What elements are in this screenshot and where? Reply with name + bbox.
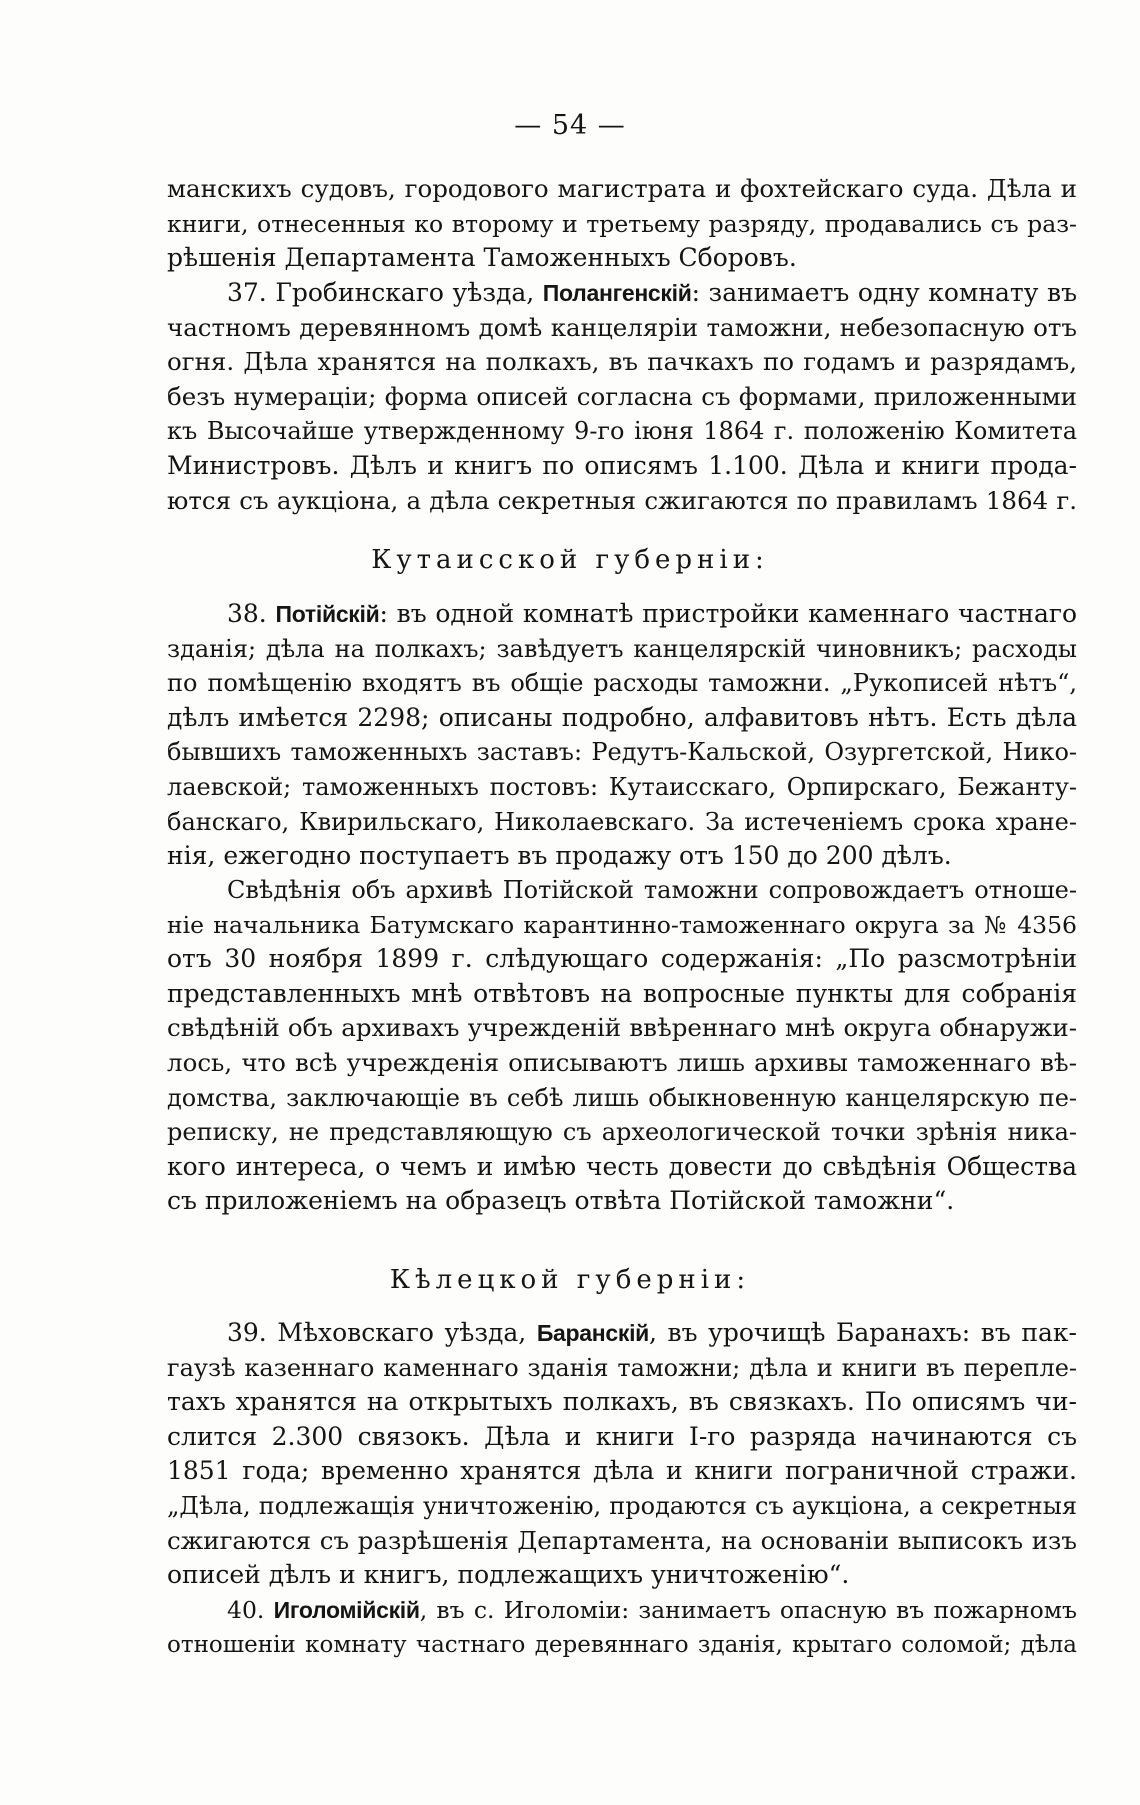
text-line: гаузѣ казеннаго каменнаго зданія таможни; дѣла и книги въ перепле- — [167, 1353, 1077, 1382]
item-number: 38. — [227, 599, 267, 628]
customs-house-name: Потійскій — [275, 601, 380, 627]
text-line — [167, 1593, 1077, 1628]
text-line: банскаго, Квирильскаго, Николаевскаго. За истеченіемъ срока хране- — [167, 807, 1077, 836]
text-line: лаевской; таможенныхъ постовъ: Кутаисскаго, Орпирскаго, Бежанту- — [167, 772, 1077, 801]
text-line: отношеніи комнату частнаго деревяннаго зданія, крытаго соломой; дѣла — [167, 1631, 1077, 1658]
text-line: „Дѣла, подлежащія уничтоженію, продаются съ аукціона, а секретныя — [167, 1491, 1077, 1520]
paragraph-item-40 — [167, 1593, 1077, 1662]
section-heading: Кѣлецкой губерніи: — [389, 1265, 751, 1295]
text-line: лось, что всѣ учрежденія описываютъ лишь архивы таможеннаго вѣ- — [167, 1047, 1077, 1077]
text-line: рѣшенія Департамента Таможенныхъ Сборовъ. — [167, 243, 797, 273]
text-line: частномъ деревянномъ домѣ канцеляріи таможни, небезопасную отъ — [167, 312, 1077, 342]
text-line: дѣлъ имѣется 2298; описаны подробно, алфавитовъ нѣтъ. Есть дѣла — [167, 702, 1077, 732]
paragraph-item-37 — [167, 276, 1077, 518]
item-number: 40. — [227, 1596, 265, 1624]
text-line: безъ нумераціи; форма описей согласна съ формами, приложенными — [167, 381, 1077, 411]
text-line: съ приложеніемъ на образецъ отвѣта Потійской таможни“. — [167, 1186, 955, 1216]
text-line: 1851 года; временно хранятся дѣла и книги пограничной стражи. — [167, 1456, 1077, 1486]
text-line: отъ 30 ноября 1899 г. слѣдующаго содержанія: „По разсмотрѣніи — [167, 944, 1077, 974]
customs-house-name: Баранскій — [536, 1320, 650, 1346]
text-line: реписку, не представляющую съ археологической точки зрѣнія никa- — [167, 1118, 1077, 1147]
text-line: описей дѣлъ и книгъ, подлежащихъ уничтоженію“. — [167, 1560, 850, 1590]
section-heading: Кутаисской губерніи: — [371, 545, 769, 575]
text-line: книги, отнесенныя ко второму и третьему разряду, продавались съ раз- — [167, 209, 1077, 238]
text-line — [167, 276, 1077, 311]
text-line: бывшихъ таможенныхъ заставъ: Редутъ-Кальской, Озургетской, Нико- — [167, 738, 1077, 767]
text-line: свѣдѣній объ архивахъ учрежденій ввѣреннаго мнѣ округа обнаружи- — [167, 1013, 1077, 1043]
paragraph-item-38 — [167, 597, 1077, 874]
text-line: по помѣщенію входятъ въ общіе расходы таможни. „Рукописей нѣтъ“, — [167, 669, 1077, 698]
text-line: къ Высочайше утвержденному 9-го іюня 1864 г. положенію Комитета — [167, 417, 1077, 446]
customs-house-name: Иголомійскій — [273, 1597, 420, 1623]
text-fragment: : занимаетъ одну комнату въ — [691, 278, 1077, 307]
text-fragment: : въ одной комнатѣ пристройки каменнаго частнаго — [379, 599, 1077, 628]
text-fragment: , въ урочищѣ Баранахъ: въ пак- — [649, 1318, 1078, 1347]
text-line: слится 2.300 связокъ. Дѣла и книги I-го разряда начинаются съ — [167, 1421, 1077, 1451]
text-line — [167, 1316, 1077, 1351]
text-line: ются съ аукціона, а дѣла секретныя сжигаются по правиламъ 1864 г. — [167, 485, 1077, 515]
text-line: Министровъ. Дѣлъ и книгъ по описямъ 1.100. Дѣла и книги прода- — [167, 450, 1077, 480]
text-line: Свѣдѣнія объ архивѣ Потійской таможни сопровождаетъ отноше- — [227, 876, 1077, 904]
page-number: — 54 — — [514, 110, 626, 141]
text-line: зданія; дѣла на полкахъ; завѣдуетъ канцелярскій чиновникъ; расходы — [167, 634, 1077, 663]
text-line: представленныхъ мнѣ отвѣтовъ на вопросные пункты для собранія — [167, 978, 1077, 1008]
paragraph-continuation — [167, 172, 1077, 276]
text-line: ніе начальника Батумскаго карантинно-таможеннаго округа за № 4356 — [167, 910, 1077, 939]
text-line: нія, ежегодно поступаетъ въ продажу отъ 150 до 200 дѣлъ. — [167, 841, 952, 871]
text-line — [167, 597, 1077, 632]
text-fragment: , въ с. Иголоміи: занимаетъ опасную въ пожарномъ — [419, 1596, 1077, 1624]
paragraph-item-39 — [167, 1316, 1077, 1593]
text-line: сжигаются съ разрѣшенія Департамента, на основаніи выписокъ изъ — [167, 1525, 1077, 1555]
text-line: манскихъ судовъ, городового магистрата и фохтейскаго суда. Дѣла и — [167, 174, 1077, 203]
paragraph-item-38-letter — [167, 873, 1077, 1219]
text-line: кого интереса, о чемъ и имѣю честь довести до свѣдѣнія Общества — [167, 1151, 1077, 1181]
text-line: огня. Дѣла хранятся на полкахъ, въ пачкахъ по годамъ и разрядамъ, — [167, 347, 1077, 377]
text-line: тахъ хранятся на открытыхъ полкахъ, въ связкахъ. По описямъ чи- — [167, 1387, 1077, 1417]
customs-house-name: Полангенскій — [542, 280, 692, 306]
text-line: домства, заключающіе въ себѣ лишь обыкновенную канцелярскую пе- — [167, 1083, 1077, 1112]
item-number: 39. Мѣховскаго уѣзда, — [227, 1318, 527, 1347]
item-number: 37. Гробинскаго уѣзда, — [227, 278, 535, 307]
